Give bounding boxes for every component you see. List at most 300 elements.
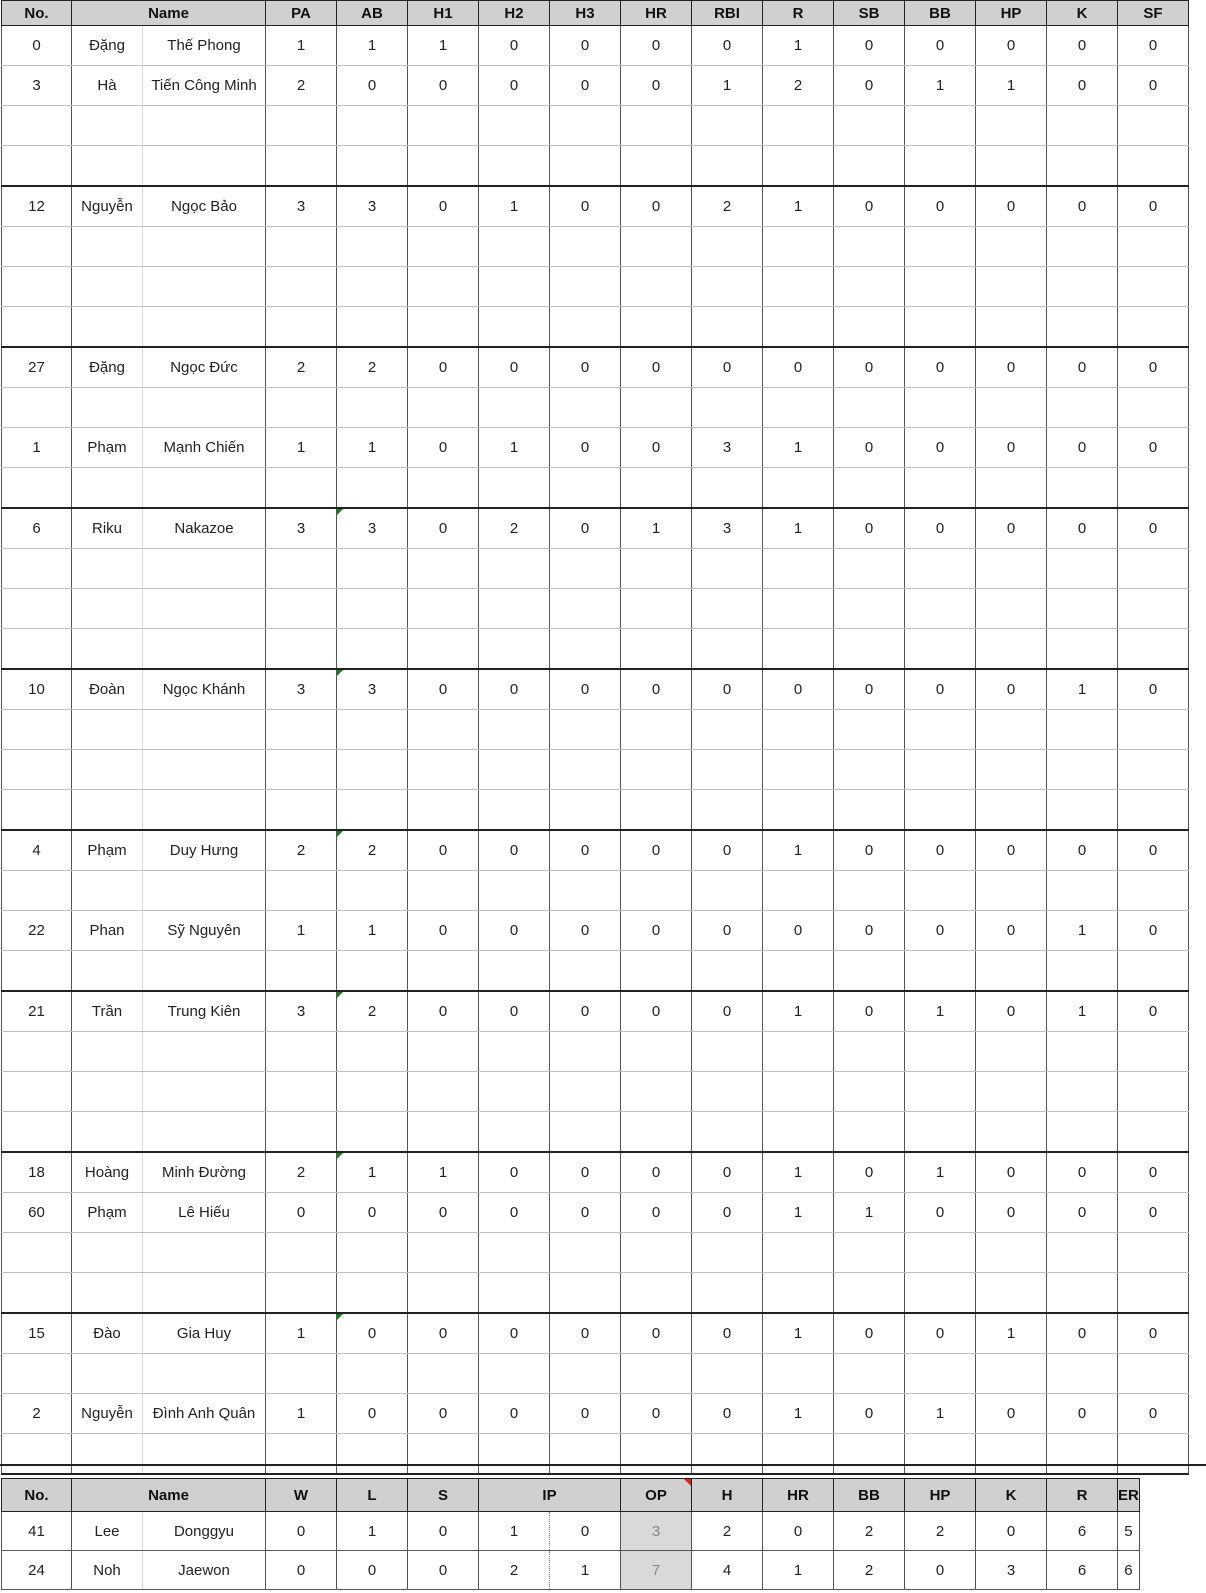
cell-hp[interactable]: 0 [976,1193,1047,1233]
cell-ab[interactable]: 0 [337,1193,408,1233]
cell-ab[interactable]: 1 [337,428,408,468]
cell-hr[interactable]: 0 [621,428,692,468]
cell-h2[interactable]: 0 [479,1313,550,1354]
cell-h3[interactable] [550,227,621,267]
cell-sb[interactable]: 0 [834,1313,905,1354]
cell-hp[interactable]: 0 [905,1551,976,1590]
cell-r[interactable] [763,1072,834,1112]
cell-h2[interactable]: 0 [479,1394,550,1434]
cell-sb[interactable] [834,629,905,670]
header-er[interactable]: ER [1118,1479,1140,1512]
cell-k[interactable]: 0 [976,1512,1047,1551]
cell-pa[interactable] [266,589,337,629]
cell-first-name[interactable] [72,227,143,267]
cell-bb[interactable]: 0 [905,347,976,388]
cell-ab[interactable]: 3 [337,508,408,549]
header-rbi[interactable]: RBI [692,1,763,26]
cell-bb[interactable] [905,267,976,307]
header-h1[interactable]: H1 [408,1,479,26]
cell-r[interactable] [763,629,834,670]
cell-hr[interactable]: 0 [621,991,692,1032]
cell-rbi[interactable] [692,871,763,911]
cell-no[interactable]: 10 [2,669,72,710]
cell-r[interactable] [763,750,834,790]
cell-ab[interactable]: 0 [337,1313,408,1354]
cell-sb[interactable] [834,1032,905,1072]
cell-ab[interactable]: 0 [337,1394,408,1434]
header-hp[interactable]: HP [976,1,1047,26]
cell-hp[interactable] [976,468,1047,509]
cell-rbi[interactable] [692,750,763,790]
cell-bb[interactable]: 0 [905,428,976,468]
cell-hr[interactable] [621,951,692,992]
cell-sf[interactable] [1118,468,1189,509]
cell-no[interactable]: 4 [2,830,72,871]
cell-h1[interactable] [408,549,479,589]
cell-hr[interactable] [621,267,692,307]
cell-hr[interactable]: 0 [621,830,692,871]
cell-pa[interactable] [266,227,337,267]
cell-first-name[interactable] [72,750,143,790]
cell-k[interactable] [1047,750,1118,790]
cell-no[interactable]: 27 [2,347,72,388]
cell-hr[interactable] [621,589,692,629]
cell-sf[interactable]: 0 [1118,991,1189,1032]
cell-h3[interactable] [550,388,621,428]
cell-hp[interactable]: 0 [976,911,1047,951]
cell-h1[interactable] [408,388,479,428]
cell-sf[interactable] [1118,1273,1189,1314]
cell-rbi[interactable] [692,629,763,670]
cell-r[interactable]: 1 [763,1313,834,1354]
cell-er[interactable]: 5 [1118,1512,1140,1551]
cell-hp[interactable] [976,1354,1047,1394]
cell-sf[interactable] [1118,267,1189,307]
header-ab[interactable]: AB [337,1,408,26]
cell-hr[interactable]: 0 [621,1313,692,1354]
cell-first[interactable]: Noh [72,1551,143,1590]
cell-ip-b[interactable]: 0 [550,1512,621,1551]
cell-r[interactable]: 0 [763,347,834,388]
cell-sf[interactable]: 0 [1118,911,1189,951]
cell-h2[interactable]: 0 [479,66,550,106]
cell-no[interactable] [2,388,72,428]
cell-r[interactable] [763,549,834,589]
cell-bb[interactable] [905,106,976,146]
cell-r[interactable] [763,951,834,992]
cell-h2[interactable]: 0 [479,830,550,871]
cell-r[interactable]: 1 [763,1394,834,1434]
cell-rbi[interactable]: 1 [692,66,763,106]
cell-k[interactable] [1047,267,1118,307]
cell-h3[interactable] [550,146,621,187]
cell-r[interactable] [763,790,834,831]
cell-hp[interactable] [976,1112,1047,1153]
header-k[interactable]: K [976,1479,1047,1512]
cell-sb[interactable] [834,1072,905,1112]
cell-sf[interactable]: 0 [1118,428,1189,468]
cell-last-name[interactable]: Đình Anh Quân [143,1394,266,1434]
cell-sf[interactable] [1118,871,1189,911]
cell-last-name[interactable] [143,710,266,750]
cell-no[interactable] [2,750,72,790]
cell-h3[interactable] [550,549,621,589]
cell-hp[interactable] [976,267,1047,307]
cell-rbi[interactable] [692,1072,763,1112]
cell-last-name[interactable]: Mạnh Chiến [143,428,266,468]
cell-sf[interactable]: 0 [1118,508,1189,549]
cell-h2[interactable] [479,227,550,267]
cell-k[interactable] [1047,388,1118,428]
cell-k[interactable]: 0 [1047,830,1118,871]
cell-bb[interactable] [905,388,976,428]
cell-hr[interactable] [621,790,692,831]
cell-ip-a[interactable]: 2 [479,1551,550,1590]
cell-no[interactable]: 22 [2,911,72,951]
cell-h2[interactable] [479,468,550,509]
cell-k[interactable] [1047,1032,1118,1072]
cell-rbi[interactable]: 0 [692,1152,763,1193]
cell-ab[interactable] [337,589,408,629]
cell-rbi[interactable] [692,1112,763,1153]
cell-hp[interactable] [976,388,1047,428]
cell-last-name[interactable]: Gia Huy [143,1313,266,1354]
cell-h3[interactable]: 0 [550,1394,621,1434]
cell-bb[interactable] [905,871,976,911]
cell-sb[interactable]: 0 [834,347,905,388]
cell-h3[interactable]: 0 [550,508,621,549]
cell-sb[interactable] [834,388,905,428]
cell-r[interactable] [763,589,834,629]
cell-h1[interactable] [408,1072,479,1112]
cell-h2[interactable] [479,1233,550,1273]
cell-h3[interactable] [550,468,621,509]
cell-no[interactable]: 0 [2,26,72,66]
header-no[interactable]: No. [2,1479,72,1512]
cell-rbi[interactable]: 0 [692,830,763,871]
cell-h2[interactable] [479,1112,550,1153]
cell-hr[interactable] [621,1273,692,1314]
cell-sb[interactable] [834,1112,905,1153]
cell-sf[interactable] [1118,629,1189,670]
cell-bb[interactable] [905,710,976,750]
cell-s[interactable]: 0 [408,1551,479,1590]
cell-rbi[interactable]: 0 [692,911,763,951]
cell-hp[interactable] [976,589,1047,629]
cell-h3[interactable] [550,106,621,146]
cell-no[interactable] [2,1233,72,1273]
cell-first-name[interactable] [72,589,143,629]
cell-sb[interactable] [834,871,905,911]
cell-no[interactable]: 24 [2,1551,72,1590]
cell-h2[interactable]: 1 [479,186,550,227]
cell-sb[interactable]: 0 [834,1152,905,1193]
cell-bb[interactable]: 1 [905,66,976,106]
cell-last-name[interactable] [143,589,266,629]
cell-first-name[interactable]: Đặng [72,26,143,66]
cell-no[interactable] [2,106,72,146]
cell-pa[interactable] [266,468,337,509]
cell-first-name[interactable]: Phan [72,911,143,951]
cell-last[interactable]: Jaewon [143,1551,266,1590]
cell-sb[interactable]: 0 [834,428,905,468]
cell-hp[interactable] [976,951,1047,992]
cell-sb[interactable] [834,1354,905,1394]
cell-h2[interactable] [479,589,550,629]
cell-ab[interactable] [337,1112,408,1153]
cell-h2[interactable] [479,146,550,187]
header-op[interactable]: OP [621,1479,692,1512]
cell-hr[interactable] [621,227,692,267]
cell-s[interactable]: 0 [408,1512,479,1551]
cell-no[interactable]: 60 [2,1193,72,1233]
cell-last-name[interactable]: Ngọc Đức [143,347,266,388]
cell-h3[interactable] [550,790,621,831]
cell-pa[interactable] [266,1273,337,1314]
cell-hr[interactable]: 0 [621,26,692,66]
cell-k[interactable] [1047,146,1118,187]
cell-hr[interactable]: 0 [621,911,692,951]
cell-sb[interactable] [834,106,905,146]
cell-pa[interactable]: 1 [266,1394,337,1434]
cell-h1[interactable] [408,871,479,911]
cell-pa[interactable]: 0 [266,1193,337,1233]
cell-rbi[interactable] [692,146,763,187]
cell-h3[interactable] [550,307,621,348]
cell-h2[interactable] [479,871,550,911]
cell-bb[interactable]: 0 [905,1313,976,1354]
cell-r[interactable]: 1 [763,186,834,227]
cell-k[interactable]: 0 [1047,1193,1118,1233]
cell-pa[interactable] [266,1354,337,1394]
cell-sb[interactable]: 0 [834,186,905,227]
cell-h1[interactable] [408,106,479,146]
cell-hr[interactable] [621,468,692,509]
header-pa[interactable]: PA [266,1,337,26]
cell-bb[interactable]: 0 [905,1193,976,1233]
cell-first-name[interactable] [72,710,143,750]
cell-last-name[interactable] [143,307,266,348]
cell-h1[interactable] [408,1032,479,1072]
header-bb[interactable]: BB [834,1479,905,1512]
cell-k[interactable]: 3 [976,1551,1047,1590]
cell-h2[interactable]: 0 [479,1193,550,1233]
cell-pa[interactable] [266,307,337,348]
cell-h[interactable]: 2 [692,1512,763,1551]
cell-bb[interactable] [905,1072,976,1112]
cell-sb[interactable]: 0 [834,830,905,871]
cell-rbi[interactable] [692,1032,763,1072]
cell-r[interactable] [763,267,834,307]
cell-h3[interactable]: 0 [550,66,621,106]
cell-r[interactable] [763,106,834,146]
header-name[interactable]: Name [72,1,266,26]
cell-h2[interactable]: 1 [479,428,550,468]
cell-h2[interactable] [479,790,550,831]
cell-hp[interactable] [976,790,1047,831]
cell-h1[interactable]: 1 [408,26,479,66]
cell-ab[interactable]: 3 [337,669,408,710]
cell-no[interactable] [2,267,72,307]
cell-r[interactable]: 1 [763,428,834,468]
cell-h3[interactable] [550,1112,621,1153]
cell-h1[interactable] [408,146,479,187]
cell-r[interactable]: 1 [763,830,834,871]
cell-h2[interactable]: 0 [479,1152,550,1193]
cell-ab[interactable]: 2 [337,830,408,871]
cell-pa[interactable] [266,951,337,992]
cell-ip-b[interactable]: 1 [550,1551,621,1590]
cell-h2[interactable]: 0 [479,669,550,710]
cell-pa[interactable] [266,106,337,146]
cell-r[interactable]: 1 [763,1193,834,1233]
cell-sb[interactable] [834,468,905,509]
cell-h2[interactable] [479,1273,550,1314]
cell-first-name[interactable] [72,307,143,348]
cell-h3[interactable] [550,1072,621,1112]
cell-h1[interactable]: 1 [408,1152,479,1193]
cell-h3[interactable] [550,750,621,790]
cell-first-name[interactable]: Trần [72,991,143,1032]
cell-last-name[interactable] [143,629,266,670]
cell-hp[interactable] [976,227,1047,267]
cell-bb[interactable] [905,589,976,629]
cell-pa[interactable]: 2 [266,830,337,871]
cell-sb[interactable]: 0 [834,508,905,549]
cell-sb[interactable] [834,307,905,348]
cell-hr[interactable] [621,388,692,428]
cell-k[interactable] [1047,307,1118,348]
cell-h3[interactable]: 0 [550,911,621,951]
header-h2[interactable]: H2 [479,1,550,26]
cell-h3[interactable] [550,1354,621,1394]
cell-h1[interactable] [408,267,479,307]
cell-no[interactable] [2,710,72,750]
cell-last-name[interactable] [143,1354,266,1394]
cell-rbi[interactable] [692,227,763,267]
header-h3[interactable]: H3 [550,1,621,26]
cell-hp[interactable]: 0 [976,991,1047,1032]
cell-sf[interactable]: 0 [1118,1313,1189,1354]
cell-first-name[interactable]: Đào [72,1313,143,1354]
cell-last-name[interactable] [143,951,266,992]
cell-h1[interactable]: 0 [408,669,479,710]
cell-l[interactable]: 0 [337,1551,408,1590]
cell-h2[interactable] [479,267,550,307]
cell-ab[interactable] [337,629,408,670]
cell-r[interactable] [763,1273,834,1314]
cell-ab[interactable] [337,549,408,589]
cell-h3[interactable] [550,589,621,629]
cell-sf[interactable] [1118,589,1189,629]
cell-ab[interactable] [337,1072,408,1112]
cell-sf[interactable] [1118,790,1189,831]
cell-pa[interactable] [266,267,337,307]
cell-h1[interactable] [408,1354,479,1394]
cell-ab[interactable] [337,1032,408,1072]
cell-last-name[interactable] [143,227,266,267]
cell-no[interactable]: 1 [2,428,72,468]
cell-sb[interactable]: 0 [834,669,905,710]
cell-no[interactable] [2,227,72,267]
cell-last-name[interactable]: Nakazoe [143,508,266,549]
cell-h2[interactable]: 0 [479,911,550,951]
header-hr[interactable]: HR [621,1,692,26]
cell-r[interactable] [763,710,834,750]
cell-rbi[interactable] [692,307,763,348]
cell-pa[interactable] [266,549,337,589]
cell-ab[interactable] [337,388,408,428]
cell-first-name[interactable] [72,1273,143,1314]
cell-sf[interactable] [1118,750,1189,790]
cell-rbi[interactable] [692,468,763,509]
cell-k[interactable]: 0 [1047,26,1118,66]
cell-ip-a[interactable]: 1 [479,1512,550,1551]
cell-r[interactable] [763,468,834,509]
cell-bb[interactable]: 2 [834,1512,905,1551]
cell-r[interactable]: 1 [763,26,834,66]
cell-r[interactable] [763,1032,834,1072]
cell-sf[interactable] [1118,549,1189,589]
cell-ab[interactable]: 1 [337,911,408,951]
cell-ab[interactable]: 0 [337,66,408,106]
cell-sf[interactable]: 0 [1118,66,1189,106]
cell-last-name[interactable] [143,468,266,509]
cell-hr[interactable] [621,106,692,146]
cell-k[interactable] [1047,549,1118,589]
cell-k[interactable] [1047,106,1118,146]
cell-first-name[interactable] [72,146,143,187]
cell-ab[interactable] [337,1354,408,1394]
cell-h1[interactable]: 0 [408,186,479,227]
cell-rbi[interactable]: 0 [692,1313,763,1354]
cell-k[interactable] [1047,1354,1118,1394]
cell-h3[interactable]: 0 [550,347,621,388]
cell-hr[interactable] [621,710,692,750]
cell-sf[interactable] [1118,1354,1189,1394]
cell-first[interactable]: Lee [72,1512,143,1551]
cell-no[interactable] [2,871,72,911]
cell-first-name[interactable] [72,871,143,911]
cell-k[interactable]: 0 [1047,1394,1118,1434]
cell-hp[interactable] [976,1233,1047,1273]
cell-k[interactable] [1047,1112,1118,1153]
cell-bb[interactable] [905,790,976,831]
cell-hp[interactable] [976,871,1047,911]
cell-sb[interactable] [834,1273,905,1314]
cell-hr[interactable] [621,307,692,348]
cell-sb[interactable] [834,750,905,790]
cell-bb[interactable]: 0 [905,830,976,871]
cell-ab[interactable] [337,1273,408,1314]
cell-r[interactable]: 6 [1047,1512,1118,1551]
cell-k[interactable]: 1 [1047,911,1118,951]
cell-first-name[interactable]: Phạm [72,830,143,871]
cell-sf[interactable] [1118,1233,1189,1273]
cell-no[interactable] [2,307,72,348]
cell-sf[interactable] [1118,106,1189,146]
cell-k[interactable]: 0 [1047,1152,1118,1193]
cell-hr[interactable]: 0 [621,1394,692,1434]
cell-first-name[interactable]: Hà [72,66,143,106]
cell-sf[interactable]: 0 [1118,186,1189,227]
cell-rbi[interactable]: 0 [692,1394,763,1434]
cell-no[interactable]: 18 [2,1152,72,1193]
cell-bb[interactable] [905,1273,976,1314]
cell-r[interactable]: 1 [763,508,834,549]
header-s[interactable]: S [408,1479,479,1512]
header-sf[interactable]: SF [1118,1,1189,26]
